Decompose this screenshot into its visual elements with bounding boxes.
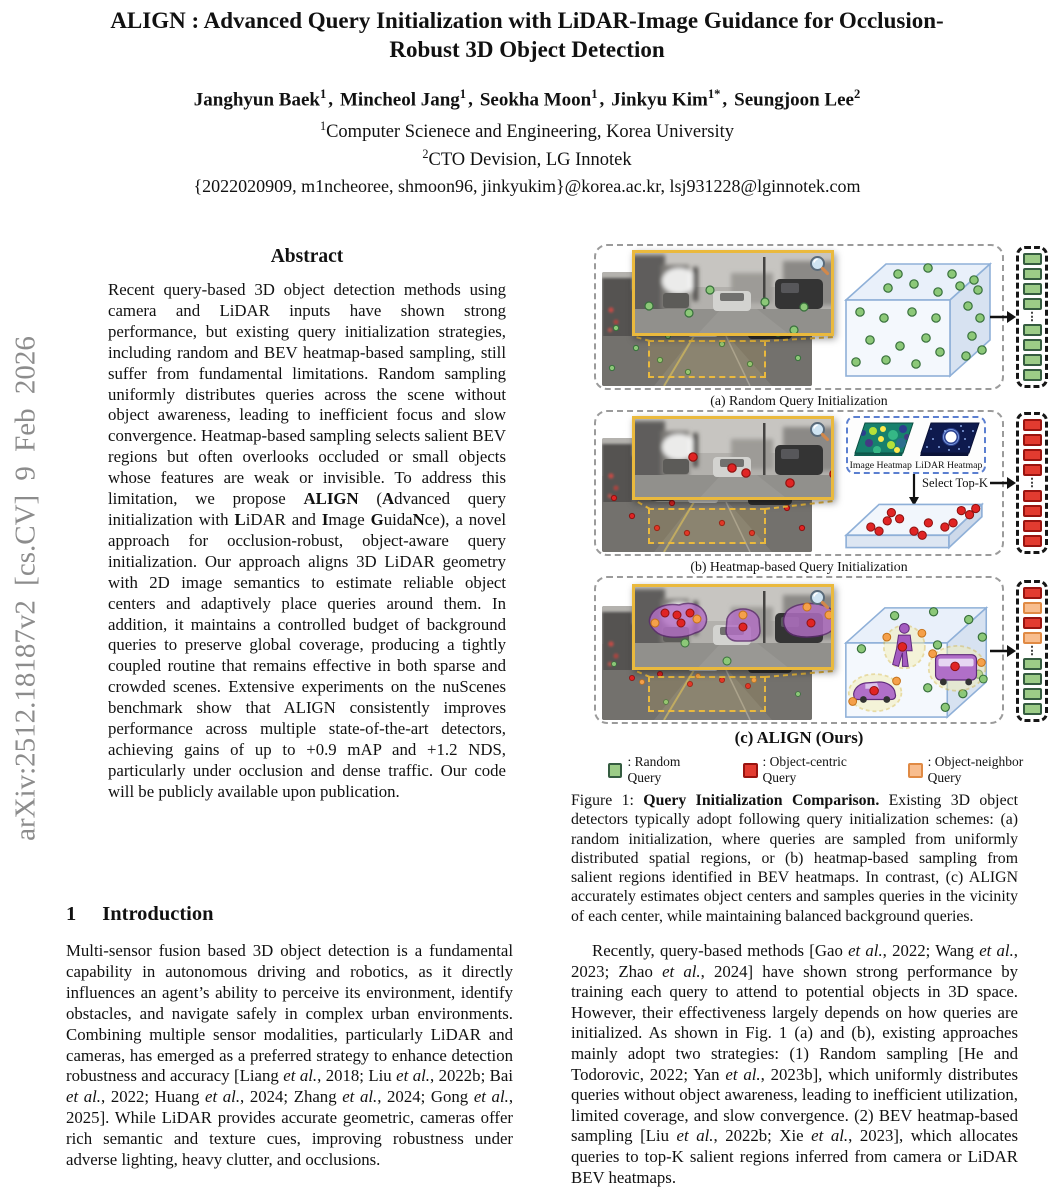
legend-random-label: : Random Query [627,754,681,785]
panel-a-random-init [594,244,1004,390]
zoom-inset-a [632,250,834,336]
email-line: {2022020909, m1ncheoree, shmoon96, jinkyukim}@korea.ac.kr, lsj931228@lginnotek.com [193,176,861,196]
legend-object-neighbor-label: : Object-neighbor Query [927,754,1024,785]
section-heading-introduction [66,903,214,926]
query-stack-c: ⋮ [1016,580,1048,722]
legend-object-centric-query [743,754,878,786]
panel-a-caption: (a) Random Query Initialization [710,393,888,408]
random-query-cube [840,254,1000,379]
query-stack-a: ⋮ [1016,246,1048,388]
magnifier-icon [808,588,830,610]
object-centric-swatch [743,763,757,778]
car-icon [849,674,902,711]
affiliation-2: $^2$CTO Devision, LG Innotek [422,147,632,171]
arxiv-watermark: arXiv:2512.18187v2 [cs.CV] 9 Feb 2026 [9,336,42,841]
abstract-heading: Abstract [270,246,344,267]
panel-c-caption: (c) ALIGN (Ours) [734,728,864,747]
right-column-text: Recently, query-based methods [Gao et al., 2022; Wang et al., 2023; Zhao et al., 2024] have shown strong performance by training each query to attend to potential objects in 3D space. However, their effectiveness largely depends on how queries are initialized. As shown in Fig. 1 (a) and (b), existing approaches mainly adopt two strategies: (1) Random sampling [He and Todorovic, 2022; Yan et al., 2023b], which uniformly distributes queries without object awareness, leading to inefficient utilization, limited coverage, and slow convergence. (2) BEV heatmap-based sampling [Liu et al., 2022b; Xie et al., 2023], which allocates queries to top-K salient regions inferred from camera or LiDAR BEV heatmaps. [571,941,1018,1187]
zoom-inset-b [632,416,834,500]
affiliation-1: $^1$Computer Scienece and Engineering, Korea University [319,119,734,143]
panel-c-align-init [594,576,1004,724]
magnifier-icon [808,420,830,442]
lidar-heatmap-thumbnail [919,421,981,461]
legend-object-centric-label: : Object-centric Query [762,754,847,785]
zoom-region-box-a [648,340,766,378]
panel-b-heatmap-init [594,410,1004,556]
object-neighbor-swatch [908,763,922,778]
arrow-right-icon [990,643,1016,659]
arrow-right-icon [990,309,1016,325]
zoom-region-box-b [648,508,766,544]
zoom-inset-c [632,584,834,670]
figure-legend [608,754,1054,786]
image-heatmap-label: Image Heatmap [849,460,912,471]
image-heatmap-thumbnail [853,421,915,461]
align-query-cube [840,598,996,724]
section-number: 1 [66,903,77,925]
heatmap-box [846,416,986,474]
legend-object-neighbor-query [908,754,1054,786]
figure-1-caption: Figure 1: Query Initialization Comparison. Existing 3D object detectors typically adopt following query initialization schemes: (a) random initialization, where queries are sampled from uniformly distributed spatial regions, or (b) heatmap-based sampling from salient regions identified in BEV heatmaps. In contrast, (c) ALIGN accurately estimates object centers and samples queries in the vicinity of each center, while maintaining balanced background queries. [571,792,1018,925]
section-title: Introduction [102,903,214,925]
panel-b-caption: (b) Heatmap-based Query Initialization [690,559,908,574]
author-line: Janghyun Baek$^1$ , Mincheol Jang$^1$ , Seokha Moon$^1$ , Jinkyu Kim$^{1*}$ , Seungjoon Lee$^2$ [193,87,861,111]
abstract-text: Recent query-based 3D object detection methods using camera and LiDAR inputs have shown strong performance, but existing query initialization strategies, including random and BEV heatmap-based sampling, still suffer from fundamental limitations. Random sampling uniformly distributes queries across the scene without object awareness, leading to inefficient focus and slow convergence. Heatmap-based sampling selects salient BEV regions but often overlooks occluded or small objects whose features are weak or invisible. To address this limitation, we propose ALIGN (Advanced query initialization with LiDAR and Image GuidaNce), a novel approach for occlusion-robust, object-aware query initialization. Our approach aligns 3D LiDAR geometry with 2D image semantics to estimate reliable object centers and adaptively place queries around them. In addition, it maintains a controlled budget of background queries to preserve global coverage, producing a tightly coupled routine that remains effective in both sparse and crowded scenes. Extensive experiments on the nuScenes benchmark show that ALIGN consistently improves performance across multiple state-of-the-art detectors, achieving gains of up to +0.9 mAP and +1.2 NDS, particularly under occlusion and dense traffic. Our code will be publicly available upon publication. [108,280,506,801]
query-stack-b: ⋮ [1016,412,1048,554]
figure-1 [592,242,1054,790]
random-query-swatch [608,763,622,778]
lidar-heatmap-label: LiDAR Heatmap [915,460,983,471]
magnifier-icon [808,254,830,276]
introduction-text: Multi-sensor fusion based 3D object detection is a fundamental capability in autonomous driving and robotics, as it directly influences an agent’s ability to perceive its environment, identify obstacles, and navigate safely in complex urban environments. Combining multiple sensor modalities, particularly LiDAR and cameras, has emerged as a preferred strategy to enhance detection robustness and accuracy [Liang et al., 2018; Liu et al., 2022b; Bai et al., 2022; Huang et al., 2024; Zhang et al., 2024; Gong et al., 2025]. While LiDAR provides accurate geometric, cameras offer rich semantic and texture cues, improving robustness under adverse lighting, heavy clutter, and occlusions. [66,941,514,1170]
arrow-right-icon [990,475,1016,491]
legend-random-query [608,754,713,786]
zoom-region-box-c [648,676,766,712]
paper-title: ALIGN : Advanced Query Initialization with LiDAR-Image Guidance for Occlusion-Robust 3D Object Detection [110,8,944,62]
select-topk-label: Select Top-K [922,476,988,490]
bev-plane [842,498,986,554]
